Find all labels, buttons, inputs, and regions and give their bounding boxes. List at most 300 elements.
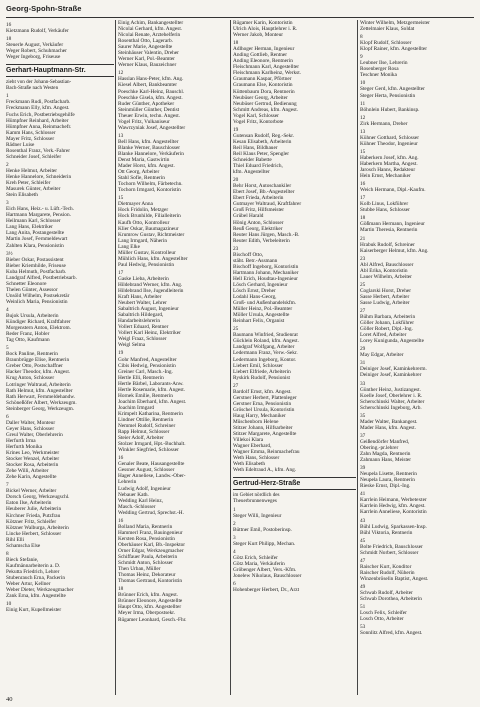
resident-entry: Lotringer Waltraud, Arbeiterin	[6, 381, 71, 388]
resident-entry: Tag Otto, Kaufmann	[6, 337, 50, 344]
resident-entry: Koelle Josef, Oberlehrer i. R.	[360, 392, 423, 399]
resident-entry: Lehrerin	[118, 479, 137, 486]
resident-entry: Nebauer Kath.	[118, 491, 149, 498]
resident-entry: Abl Alfred, Bauschlosser	[360, 261, 414, 268]
resident-entry: Stubenrauch Erna, Packerin	[6, 574, 65, 581]
resident-entry: Oberhäuser Karl, Bb.-Inspektor	[118, 541, 186, 548]
resident-entry: Jonelew Nikolaus, Bauschlosser	[233, 572, 302, 579]
resident-entry: Bieber Kriemhilde, Friseuse	[6, 262, 66, 269]
resident-entry: Thelen Günter, Assessor	[6, 286, 58, 293]
resident-entry: Greiner Carl, Masch.-Ing.	[118, 368, 173, 375]
resident-entry: Hager Anneliese, Landw.-Ober-	[118, 473, 186, 480]
resident-entry: Jarosch Hanns, Redakteur	[360, 167, 416, 174]
resident-entry: Lösch Gerhard, Ingenieur	[233, 281, 288, 288]
resident-entry: Hammerl Franz, Bauingenieur	[118, 529, 183, 536]
resident-entry: Weger Ingeborg, Friseuse	[6, 54, 61, 61]
house-number: 11	[360, 100, 366, 107]
resident-entry: Bühl Ludwig, Sparkassen-Insp.	[360, 523, 427, 530]
resident-entry: Teschner Monika	[360, 72, 397, 79]
resident-entry: Gößmann Hermann, Ingenieur	[360, 221, 425, 228]
resident-entry: Rosenthal Franz, Verk.-Fahrer	[6, 147, 71, 154]
street-section-title: Gerhart-Hauptmann-Str.	[6, 64, 114, 77]
resident-entry: Rapp Helmut, Schlosser	[118, 429, 170, 436]
resident-entry: Bell Hans, kfm. Angestellter	[118, 138, 179, 145]
resident-entry: Krines Leo, Werkmeister	[6, 450, 60, 457]
resident-entry: Saurer Marie, Angestellte	[118, 44, 173, 51]
resident-entry: Fleischmann Karlheinz, Werkst.	[233, 70, 302, 77]
resident-entry: Haberkern Josef, kfm. Ang.	[360, 154, 419, 161]
resident-entry: Thomas Gertraud, Kontoristin	[118, 578, 182, 585]
resident-entry: Abl Erika, Kontoristin	[360, 267, 408, 274]
house-number: 4	[6, 306, 9, 313]
resident-entry: Karrlein Anneliese, Kontoristin	[360, 509, 427, 516]
resident-entry: Ebert Frieda, Arbeiterin	[233, 195, 284, 202]
resident-entry: Reder Franz, Hobler	[6, 331, 50, 338]
column-divider	[357, 20, 358, 695]
resident-entry: Zahn Magda, Rentnerin	[360, 451, 411, 458]
resident-entry: Braunbrügge Elise, Rentnerin	[6, 357, 70, 364]
house-number: 6	[6, 413, 9, 420]
resident-entry: Gutensan Rudolf, Reg.-Sekr.	[233, 132, 295, 139]
resident-entry: Hümpfner Reinhard, Arbeiter	[6, 117, 69, 124]
resident-entry: Graumann Else, Kontoristin	[233, 82, 293, 89]
resident-entry: Hell Erich, Houdtau-Ingenieur	[233, 275, 298, 282]
resident-entry: Bieber Oskar, Postassistent	[6, 256, 64, 263]
resident-entry: Landgraf Wolfgang, Arbeiter	[233, 344, 295, 351]
resident-entry: Anding Gottlieb, Rentner	[233, 52, 287, 59]
street-description: Bach-Straße nach Westen	[6, 85, 59, 92]
house-number: 35	[360, 412, 366, 419]
resident-entry: Rügamer Leonhard, Gesch.-Fhr.	[118, 616, 187, 623]
column-divider	[115, 20, 116, 695]
resident-entry: Götz Erich, Schleifer	[233, 554, 278, 561]
house-number: 2	[6, 161, 9, 168]
resident-entry: Kiesel Albert, Bankbeamter	[118, 82, 177, 89]
resident-entry: Hartmann Johann, Mechaniker	[233, 269, 299, 276]
house-number: 27	[233, 382, 239, 389]
resident-entry: Göller Robert, Dipl.-Ing.	[360, 326, 413, 333]
resident-entry: Eich Hans, Heiz.- u. Lüft.-Tech.	[6, 206, 75, 213]
resident-entry: Lang Hans, Elektriker	[6, 224, 53, 231]
resident-entry: Karrlein Hedwig, kfm. Angest.	[360, 503, 426, 510]
resident-entry: Blanke Hannelore, Verkäuferin	[118, 150, 184, 157]
resident-entry: Bühm Barbara, Arbeiterin	[360, 314, 416, 321]
resident-entry: Rath Herwart, Fernmeldehandw.	[6, 393, 76, 400]
house-number: 18	[118, 586, 124, 593]
resident-entry: Losch Felix, Schleifer	[360, 610, 407, 617]
house-number: 53	[360, 624, 366, 631]
resident-entry: Ebert Josef, Bb.-Angestellter	[233, 189, 295, 196]
resident-entry: Poeschke Gisela, kfm. Angest.	[118, 94, 183, 101]
resident-entry: Winter Wilhelm, Metzgermeister	[360, 20, 430, 26]
resident-entry: Rath Helmut, kfm. Angestellter	[6, 387, 73, 394]
resident-entry: Stocker Rosa, Arbeiterin	[6, 462, 59, 469]
resident-entry: Freckmann Elly, kfm. Angest.	[6, 105, 70, 112]
resident-entry: Schiffauer Paula, Arbeiterin	[118, 554, 178, 561]
resident-entry: Poeschke Karl-Heinz, Bauschl.	[118, 88, 185, 95]
resident-entry: Henke Hannelore, Schneiderin	[6, 173, 72, 180]
resident-entry: Klier Oskar, Baumagazineur	[118, 225, 179, 232]
resident-entry: Gröbenger Albert, Vers.-Kfm.	[233, 566, 297, 573]
resident-entry: Martin Theresia, Rentnerin	[360, 227, 418, 234]
resident-entry: Meyer Irma, Oberpostsekr.	[118, 610, 176, 617]
street-section-title: Gertrud-Herz-Straße	[233, 477, 356, 490]
resident-entry: Krug Anton, Schlosser	[6, 375, 55, 382]
resident-entry: Sabaltrich August, Ingenieur	[118, 306, 179, 313]
column-2	[118, 20, 229, 700]
house-number: 16	[6, 22, 12, 28]
house-number: 19	[118, 350, 124, 357]
resident-entry: Reil Klaus Peter, Spengler	[233, 150, 289, 157]
resident-entry: Gerstner Herbert, Plattenleger	[233, 394, 297, 401]
resident-entry: Einig Kurt, Kupellmeister	[6, 607, 62, 614]
resident-entry: Weigl Fraaz, Schlosser	[118, 336, 167, 343]
resident-entry: Hertle Bärbel, Laborants-Anw.	[118, 380, 184, 387]
resident-entry: Kreh Peter, Schleifer	[6, 180, 51, 187]
resident-entry: Haupt Otto, kfm. Angestellter	[118, 604, 182, 611]
resident-entry: Wagner Eberhard,	[233, 443, 272, 450]
resident-entry: Weth Edeltraud A., kfm. Ang.	[233, 467, 297, 474]
resident-entry: Leubner Ilse, Lehrerin	[360, 60, 408, 67]
resident-entry: Wedding Karl Heinz,	[118, 497, 164, 504]
resident-entry: Wedding Gertrud, Sprechst.-H.	[118, 509, 184, 516]
resident-entry: Gessner August, Schlosser	[118, 467, 175, 474]
resident-entry: Dietmayer Anna	[118, 201, 153, 208]
resident-entry: Ryskirk Rudolf, Pensionist	[233, 374, 291, 381]
resident-entry: Lang Irmgard, Näherin	[118, 237, 167, 244]
resident-entry: Gohr Manfred, Angestellter	[118, 356, 177, 363]
resident-entry: Weigl Selma	[118, 342, 146, 349]
house-number: 31	[360, 360, 366, 367]
resident-entry: Bolte Friedrich, Bauschlosser	[360, 543, 423, 550]
resident-entry: Paul Hedwig, Pensionistin	[118, 261, 175, 268]
page-number: 40	[6, 696, 13, 703]
resident-entry: Vogel Fritz, Kontorbote	[233, 118, 284, 125]
house-number: 39	[360, 465, 366, 472]
resident-entry: Thiel Eduard Friedrich,	[233, 163, 283, 170]
resident-entry: Winzenbröselin Baptist, Angest.	[360, 575, 429, 582]
resident-entry: Fleischmann Karl, Angestellter	[233, 64, 300, 71]
street-description: Theuerbrunnenweges	[233, 498, 277, 505]
resident-entry: Schnetter Eleonore	[6, 280, 47, 287]
resident-entry: Genaler Beate, Hausangestellte	[118, 461, 185, 468]
resident-entry: Henke Helmut, Arbeiter	[6, 167, 58, 174]
resident-entry: Stitzer Margarete, Angestellte	[233, 431, 297, 438]
house-number: 16	[118, 517, 124, 524]
house-number: 47	[360, 557, 366, 564]
resident-entry: Raischer Kurt, Konditor	[360, 563, 412, 570]
house-number: 27	[360, 308, 366, 315]
resident-entry: Bickel Werner, Arbeiter	[6, 488, 57, 495]
resident-entry: Schmidt Anton, Schlosser	[118, 560, 173, 567]
resident-entry: Kietzmann Rudolf, Verkäufer	[6, 28, 69, 35]
house-number: 20	[233, 177, 239, 184]
resident-entry: Steger Herta, Pensionistin	[360, 92, 416, 99]
resident-entry: Schneider Babette	[233, 157, 272, 164]
house-number: 37	[360, 432, 366, 439]
resident-entry: Gaske Lieba, Arbeiterin	[118, 275, 169, 282]
resident-entry: Schneider Josef, Schleifer	[6, 153, 62, 160]
resident-entry: Daller Walter, Monteur	[6, 419, 56, 426]
resident-entry: Hacker Theodor, kfm. Angest.	[6, 369, 71, 376]
resident-entry: Krumrow Gustav, Richtmeister	[118, 231, 185, 238]
resident-entry: Baumann Winfried, Studienrat	[233, 332, 298, 339]
resident-entry: Steinhäuser Valentin, Dreher	[118, 50, 179, 57]
resident-entry: Nicolai Gerhard, kfm. Angest.	[118, 26, 183, 33]
resident-entry: Vogel Fritz, Vulkaniseur	[118, 118, 170, 125]
resident-entry: Loret Alfred, Arbeiter	[360, 332, 407, 339]
street-description: zieht von der Johann-Sebastian-	[6, 79, 72, 86]
resident-entry: Hrabuk Rudolf, Schreiner	[360, 241, 415, 248]
resident-entry: Stubbe Hans, Schlosser	[360, 207, 410, 214]
resident-entry: Behr Horst, Autoschankiler	[233, 183, 292, 190]
resident-entry: Kötzner Walburga, Arbeiterin	[6, 524, 69, 531]
resident-entry: Blanke Werner, Bauschlosser	[118, 144, 181, 151]
resident-entry: Haberkern Martha, Angest.	[360, 160, 418, 167]
resident-entry: Greul Walter, Oberlehrerin	[6, 431, 63, 438]
resident-entry: Brünner Eleonore, Angestellte	[118, 598, 183, 605]
resident-entry: Steger Gerd, kfm. Angestellter	[360, 86, 425, 93]
house-number: 3½	[6, 250, 13, 257]
resident-entry: Tochorn Irmgard, Kontoristin	[118, 187, 181, 194]
resident-entry: Mader Walter, Bankangest.	[360, 418, 418, 425]
resident-entry: Kühner Gotthard, Schlosser	[360, 134, 419, 141]
resident-entry: Klopf Rudolf, Schlosser	[360, 40, 412, 47]
resident-entry: Hönig Anton, Schlosser	[233, 219, 284, 226]
resident-entry: Groß Fritz, Hilfsmeister	[233, 207, 285, 214]
resident-entry: Hock Fridolin, Metzger	[118, 207, 169, 214]
house-number: 17	[360, 195, 366, 202]
house-number: 3	[6, 200, 9, 207]
house-number: 45	[360, 537, 366, 544]
resident-entry: Thomas Heinz, Dekorateur	[118, 572, 176, 579]
resident-entry: Göller Johann, Lokführer	[360, 320, 414, 327]
resident-entry: Rieske Ernst, Dipl.-Ing.	[360, 483, 411, 490]
resident-entry: Graumann Kaspar, Pförtner	[233, 76, 292, 83]
resident-entry: Ott Georg, Arbeiter	[118, 169, 160, 176]
resident-entry: Tochorn Wilhelm, Färbetechn.	[118, 181, 183, 188]
house-number: 5	[6, 345, 9, 352]
resident-entry: Lang Anita, Postangestellte	[6, 230, 65, 237]
resident-entry: Losch Otto, Arbeiter	[360, 616, 404, 623]
resident-entry: Weber Artur, Kellner	[6, 581, 51, 588]
resident-entry: Geyer Hans, Schlosser	[6, 425, 55, 432]
resident-entry: Gerstner Erna, Pensionistin	[233, 400, 292, 407]
resident-entry: Obering.-pr.lehrer	[360, 445, 399, 451]
house-number: 19	[233, 126, 239, 133]
resident-entry: Kötzner Fritz, Schleifer	[6, 518, 57, 525]
resident-entry: Masurek Günter, Arbeiter	[6, 186, 61, 193]
resident-entry: Weinlich Maria, Pensionistin	[6, 298, 68, 305]
resident-entry: Müller Gustav, Kontrolleur	[118, 249, 176, 256]
resident-entry: Freckmann Rudi, Postfacharb.	[6, 99, 71, 106]
resident-entry: Neupela Lisette, Rentnerin	[360, 471, 417, 478]
resident-entry: Gröschel Ursula, Kontoristin	[233, 406, 295, 413]
resident-entry: Stocker Wenzel, Arbeiter	[6, 456, 60, 463]
resident-entry: Dorsch Georg, Werkzeugschl.	[6, 494, 70, 501]
resident-entry: Kirchner Frieda, Putzfrau	[6, 512, 61, 519]
resident-entry: Geißendörfer Manfred,	[360, 438, 410, 445]
resident-entry: Pekutta Friedrich, Lehrer	[6, 568, 60, 575]
resident-entry: Gücklein Roland, kfm. Angest.	[233, 338, 299, 345]
house-number: 13	[360, 128, 366, 135]
resident-entry: Joachim Eberhard, kfm. Angest.	[118, 398, 187, 405]
house-number: 4	[233, 548, 236, 555]
house-number: 6	[233, 581, 236, 588]
resident-entry: Kühner Theodor, Ingenieur	[360, 140, 418, 147]
resident-entry: Küttenbaum Dora, Rentnerin	[233, 88, 295, 95]
resident-entry: Heuberer Julie, Arbeiterin	[6, 506, 62, 513]
resident-entry: Müschenborn Helene	[233, 419, 279, 425]
resident-entry: Mühlich Hans, kfm. Angestellter	[118, 255, 188, 262]
house-number: 25	[233, 326, 239, 333]
resident-entry: Kraft Hans, Arbeiter	[118, 294, 162, 301]
house-number: 12	[360, 114, 366, 121]
resident-entry: May Edgar, Arbeiter	[360, 352, 404, 359]
page-header	[6, 4, 474, 18]
resident-entry: Hümpfner Anna, Reinmachefr.	[6, 123, 72, 130]
resident-entry: Nemmel Rudolf, Schreiner	[118, 423, 176, 430]
resident-entry: Orner Edgar, Werkzeugmacher	[118, 547, 184, 554]
resident-entry: Stitzer Johann, Hilfsarbeiter	[233, 425, 293, 432]
column-1	[6, 20, 114, 700]
resident-entry: Brünner Erich, kfm. Angest.	[118, 592, 179, 599]
resident-entry: Krimpelt Katharina, Rentnerin	[118, 410, 183, 417]
resident-entry: Hohenberger Herbert, Dr., Arzt	[233, 587, 300, 594]
house-number: 18	[360, 215, 366, 222]
resident-entry: Klopf Rainer, kfm. Angestellter	[360, 46, 428, 53]
resident-entry: kfm. Angestellter	[233, 169, 270, 176]
resident-entry: Mader Hans, kfm. Angest.	[360, 424, 416, 431]
header-street-name: Georg-Spohn-Straße	[6, 4, 82, 13]
resident-entry: Scherschinski Walter, Arbeiter	[360, 398, 425, 405]
resident-entry: Büttner Emil, Postoberinsp.	[233, 526, 292, 533]
resident-entry: Gutmayer Waltraud, Kraftfahrer	[233, 201, 302, 208]
resident-entry: Hornek Emilie, Rentnerin	[118, 392, 173, 399]
resident-entry: Zehe Karin, Angestellte	[6, 474, 57, 481]
resident-entry: Bardolf Ernst, kfm. Angest.	[233, 388, 292, 395]
resident-entry: Scherschinski Ingeborg, Arb.	[360, 404, 422, 411]
resident-entry: Zettelmaier Klaus, Soldat	[360, 26, 415, 33]
resident-entry: Bischoff Otto,	[233, 251, 264, 258]
house-number: 7	[6, 482, 9, 489]
resident-entry: Weich Hermann, Dipl.-Kaufm.	[360, 187, 426, 194]
resident-entry: Hildebrand Ilse, Jugendleiterin	[118, 288, 184, 295]
resident-entry: Lincke Herbert, Schlosser	[6, 530, 62, 537]
house-number: 1	[233, 506, 236, 513]
house-number: 1	[6, 93, 9, 100]
resident-entry: stäht. Betr.-Assmann	[233, 257, 278, 264]
resident-entry: Landgraf Alfred, Postbetriebsarb.	[6, 274, 77, 281]
resident-entry: Nicolai Renate, Arztehelferin	[118, 32, 181, 39]
resident-entry: Zahmann Hans, Meister	[360, 457, 412, 464]
resident-entry: Werner Karl, Pol.-Beamter	[118, 56, 175, 63]
resident-entry: Zirk Hermann, Dreher	[360, 120, 408, 127]
resident-entry: Cibis Hedwig, Pensionistin	[118, 362, 176, 369]
resident-entry: Kamm Hans, Schlosser	[6, 129, 56, 136]
resident-entry: Vollert Karl Heinz, Elektriker	[118, 330, 181, 337]
resident-entry: Wagner Emma, Reinmachefrau	[233, 449, 300, 456]
house-number: 10	[360, 80, 366, 87]
resident-entry: Ledermann Franz, Verw.-Sekr.	[233, 350, 298, 357]
resident-entry: Neubüser Georg, Arbeiter	[233, 94, 288, 101]
resident-entry: Villekoi Klara	[233, 437, 264, 444]
resident-entry: Ulrich Alois, Hauptlehrer i. R.	[233, 26, 298, 33]
house-number: 41	[360, 491, 366, 498]
resident-entry: Ledermann Ingeborg, Kontor.	[233, 356, 297, 363]
resident-entry: Weber Dieter, Werkzeugmacher	[6, 587, 74, 594]
resident-entry: Denst Maria, Gastwirtin	[118, 157, 170, 164]
resident-entry: Lorey Kunigunda, Angestellte	[360, 338, 424, 345]
resident-entry: Adlhoger Herman, Ingenieur	[233, 46, 295, 53]
house-number: 33	[360, 380, 366, 387]
resident-entry: Rosenberger Rosa	[360, 66, 399, 73]
resident-entry: Weger Robert, Schuhmacher	[6, 48, 67, 55]
resident-entry: Stolzer Irmgard, Hpt.-Buchhalt.	[118, 441, 186, 448]
resident-entry: Haug Harry, Mechaniker	[233, 412, 286, 419]
resident-entry: Götz Maria, Verkäuferin	[233, 560, 285, 567]
resident-entry: Lösch Ernst, Dreher	[233, 288, 276, 295]
house-number: 8	[360, 34, 363, 41]
house-number: 23	[360, 255, 366, 262]
resident-entry: Deiniger Josef, Kaminkehrerm.	[360, 366, 427, 373]
resident-entry: Lodahl Hans-Georg,	[233, 294, 277, 301]
resident-entry: Herfurth Irma	[6, 437, 36, 444]
resident-entry: Bolland Maria, Rentnerin	[118, 523, 173, 530]
resident-entry: Coglarski Horst, Dreher	[360, 287, 412, 294]
resident-entry: Steger Willi, Ingenieur	[233, 512, 282, 519]
resident-entry: Vogel Karl, Schlosser	[233, 112, 279, 119]
resident-entry: Hartmann Margarete, Pension.	[6, 212, 71, 219]
house-number: 29	[360, 346, 366, 353]
resident-entry: Joachim Irmgard	[118, 404, 155, 411]
resident-entry: Groß- und Außenhandelskfm.	[233, 300, 297, 307]
resident-entry: Fuchs Erich, Postbetriebsgehilfe	[6, 111, 75, 118]
house-number: 23	[233, 245, 239, 252]
resident-entry: Reuß Georg, Elektriker	[233, 225, 283, 232]
resident-entry: Schwab Rudolf, Arbeiter	[360, 590, 413, 597]
house-number: 13	[118, 132, 124, 139]
resident-entry: Weth Elisabeth	[233, 461, 266, 468]
resident-entry: Reuter Edith, Verbeleiterin	[233, 237, 290, 244]
house-number: 9	[360, 54, 363, 61]
resident-entry: Kündiger Richard, Kraftfahrer	[6, 319, 71, 326]
house-number: 16	[118, 455, 124, 462]
resident-entry: Unsöld Wilhelm, Postsekretär	[6, 292, 70, 299]
resident-entry: Then Urban, Müller	[118, 566, 161, 573]
resident-entry: Bühl Viktoria, Rentnerin	[360, 529, 413, 536]
resident-entry: Hertle Rosemarie, kfm. Angest.	[118, 386, 186, 393]
resident-entry: Schöneßöfer Albert, Werkzeugm.	[6, 399, 77, 406]
resident-entry: Neubüser Gertrud, Bedienung	[233, 100, 297, 107]
house-number: 15	[118, 195, 124, 202]
resident-entry: Neubert Walter, Lehrer	[118, 300, 167, 307]
resident-entry: Bieck Stefanie,	[6, 556, 39, 563]
resident-entry: Stahl Sofie, Rentnerin	[118, 175, 165, 182]
resident-entry: Bock Pauline, Rentnerin	[6, 351, 58, 358]
resident-entry: Handarbeitslehrerin	[118, 318, 161, 325]
resident-entry: Masch.-Schlosser	[118, 503, 156, 510]
resident-entry: Böhnlein Hubert, Bankinsp.	[360, 106, 420, 113]
resident-entry: Rädner Luise	[6, 141, 35, 148]
column-3	[233, 20, 356, 700]
resident-entry: Lauer Wilhelm, Arbeiter	[360, 273, 412, 280]
column-divider	[230, 20, 231, 695]
house-number: 12	[118, 70, 124, 77]
house-number: 51	[360, 604, 366, 611]
resident-entry: Martin Josef, Fernmeldewart	[6, 236, 68, 243]
resident-entry: Ludwig Adolf, Ingenieur	[118, 485, 171, 492]
